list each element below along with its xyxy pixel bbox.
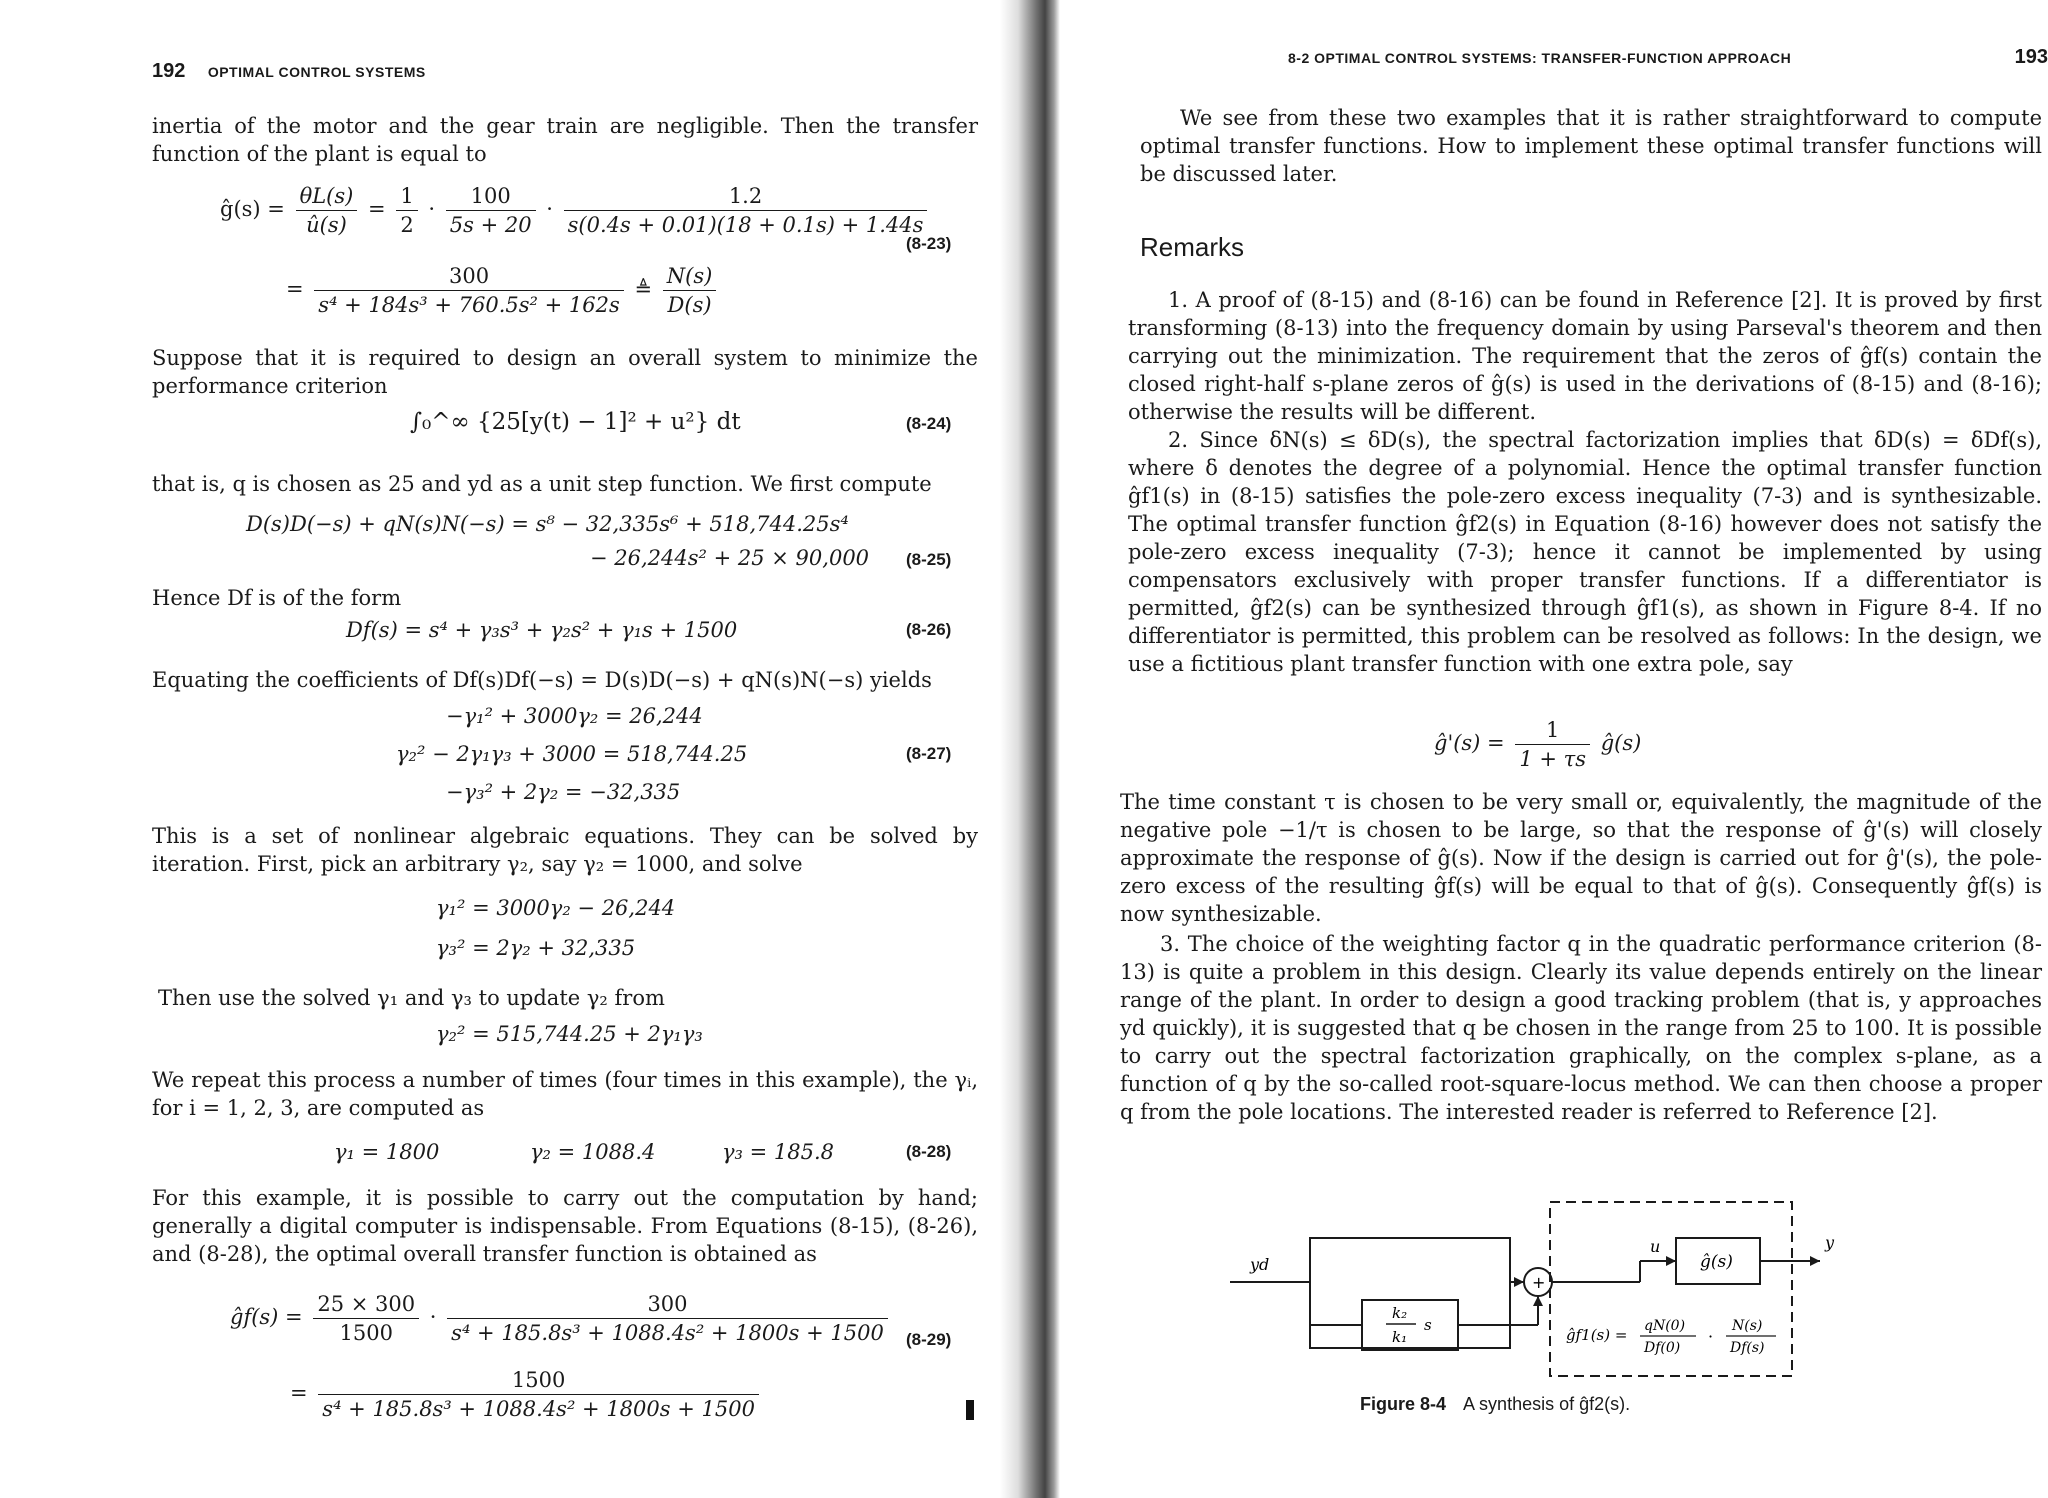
formula-dot: · bbox=[1708, 1327, 1714, 1346]
eq828-gamma3: γ₃ = 185.8 bbox=[722, 1140, 835, 1164]
plant-block-label: ĝ(s) bbox=[1700, 1252, 1733, 1272]
eq823-frac4: $\frac{1.2}{s(0.4s + 0.01)(18 + 0.1s) + 1.44s}$ bbox=[564, 182, 928, 239]
eq823-frac2: $\frac{1}{2}$ bbox=[396, 182, 417, 239]
intro-paragraph-right: We see from these two examples that it is rather straightforward to compute optimal transfer functions. How to implement these optimal transfer functions will be discussed later. bbox=[1140, 106, 2042, 186]
eq823-frac5: $\frac{300}{\text{s⁴ + 184s³ + 760.5s² + 162s}}$ bbox=[314, 262, 624, 319]
equation-8-24: ∫₀^∞ {25[y(t) − 1]² + u²} dt bbox=[410, 409, 741, 435]
end-of-example-mark bbox=[966, 1400, 974, 1420]
right-page-number: 193 bbox=[2014, 46, 2048, 68]
solve-gamma3: γ₃² = 2γ₂ + 32,335 bbox=[436, 936, 636, 960]
remark-3: 3. The choice of the weighting factor q in the quadratic performance criterion (8-13) is quite a problem in this design. Clearly its value depends entirely on the linear range of the plant. In order to design a good tracking problem (that is, y approaches yd quickly), it is suggested that q be chosen in the range from 25 to 100. It is possible to carry out the spectral factorization graphically, on the complex s-plane, as a function of q by the so-called root-square-locus method. We can then choose a proper q from the pole locations. The interested reader is referred to Reference [2]. bbox=[1120, 932, 2042, 1124]
gain-numerator: k₂ bbox=[1392, 1304, 1408, 1322]
remark-2: 2. Since δN(s) ≤ δD(s), the spectral factorization implies that δD(s) = δDf(s), where δ denotes the degree of a polynomial. Hence the optimal transfer function ĝf1(s) in (8-15) satisfies the pole-zero excess inequality (7-3) and is synthesizable. The optimal transfer function ĝf2(s) in Equation (8-16) however does not satisfy the pole-zero excess inequality (7-3); hence it cannot be implemented by using compensators exclusively with proper transfer functions. If a differentiator is permitted, ĝf2(s) can be synthesized through ĝf1(s), as shown in Figure 8-4. If no differentiator is permitted, this problem can be resolved as follows: In the design, we use a fictitious plant transfer function with one extra pole, say bbox=[1128, 428, 2042, 676]
caption-label: Figure 8-4 bbox=[1360, 1394, 1447, 1414]
eq-number-8-29: (8-29) bbox=[906, 1330, 952, 1349]
hence-paragraph: Hence Df is of the form bbox=[152, 586, 402, 610]
eq823-lhs: ĝ(s) = bbox=[220, 197, 285, 221]
arrow-output bbox=[1810, 1256, 1820, 1266]
eq-number-8-26: (8-26) bbox=[906, 620, 952, 639]
left-running-head bbox=[152, 60, 426, 83]
equation-8-27-line3: −γ₃² + 2γ₂ = −32,335 bbox=[446, 780, 681, 804]
arrow-up-into-sum bbox=[1533, 1296, 1543, 1306]
label-y: y bbox=[1825, 1233, 1835, 1252]
equation-8-29-line1: ĝf(s) = $\frac{25 \times 300}{1500}$ · $\frac{300}{\text{s⁴ + 185.8s³ + 1088.4s² + 1800s + 1500}}$ bbox=[230, 1290, 892, 1347]
figure-caption bbox=[1360, 1394, 1630, 1415]
eq829-lhs: ĝf(s) = bbox=[230, 1305, 303, 1329]
eq-number-8-24: (8-24) bbox=[906, 414, 952, 433]
eq829-frac2: $\frac{300}{\text{s⁴ + 185.8s³ + 1088.4s² + 1800s + 1500}}$ bbox=[447, 1290, 888, 1347]
label-yd: yd bbox=[1250, 1255, 1270, 1274]
eq829-frac3: $\frac{1500}{\text{s⁴ + 185.8s³ + 1088.4s² + 1800s + 1500}}$ bbox=[318, 1366, 759, 1423]
gain-block bbox=[1362, 1300, 1458, 1350]
equation-fictitious-plant: ĝ'(s) = $\frac{1}{1 + \tau s}$ ĝ(s) bbox=[1434, 718, 1642, 771]
left-page bbox=[0, 0, 1020, 1498]
remarks-title: Remarks bbox=[1140, 232, 1245, 262]
formula-num1: qN(0) bbox=[1644, 1318, 1686, 1334]
eq828-gamma2: γ₂ = 1088.4 bbox=[530, 1140, 656, 1164]
remark-1: 1. A proof of (8-15) and (8-16) can be found in Reference [2]. It is proved by first transforming (8-13) into the frequency domain by using Parseval's theorem and then carrying out the minimization. The requirement that the zeros of ĝf(s) contain the closed right-half s-plane zeros of ĝ(s) is used in the derivations of (8-15) and (8-16); otherwise the results will be different. bbox=[1128, 288, 2042, 424]
equation-8-26: Df(s) = s⁴ + γ₃s³ + γ₂s² + γ₁s + 1500 bbox=[346, 618, 738, 642]
gain-s: s bbox=[1424, 1316, 1432, 1334]
equation-8-23-line1: ĝ(s) = $\frac{\theta L(s)}{û(s)}$ = $\frac{1}{2}$ · $\frac{100}{5s + 20}$ · $\frac{1.2}{s(0.4s + 0.01)(18 + 0.1s) + 1.44s}$ bbox=[220, 182, 931, 239]
repeat-paragraph: We repeat this process a number of times (four times in this example), the γᵢ, for i = 1, 2, 3, are computed as bbox=[152, 1068, 978, 1120]
equation-8-23-line2: = $\frac{300}{\text{s⁴ + 184s³ + 760.5s² + 162s}}$ ≜ $\frac{N(s)}{D(s)}$ bbox=[286, 262, 720, 319]
eq-number-8-23: (8-23) bbox=[906, 234, 952, 253]
gain-denominator: k₁ bbox=[1392, 1328, 1408, 1346]
equating-paragraph: Equating the coefficients of Df(s)Df(−s) = D(s)D(−s) + qN(s)N(−s) yields bbox=[152, 668, 932, 692]
equation-8-27-line2: γ₂² − 2γ₁γ₃ + 3000 = 518,744.25 bbox=[396, 742, 748, 766]
intro-paragraph: inertia of the motor and the gear train are negligible. Then the transfer function of the plant is equal to bbox=[152, 114, 978, 166]
formula-den2: Df(s) bbox=[1730, 1340, 1765, 1356]
figure-8-4-block-diagram bbox=[1220, 1190, 1870, 1390]
eq828-gamma1: γ₁ = 1800 bbox=[334, 1140, 440, 1164]
caption-text: A synthesis of ĝf2(s). bbox=[1463, 1394, 1631, 1414]
equation-8-27-line1: −γ₁² + 3000γ₂ = 26,244 bbox=[446, 704, 703, 728]
eq829-frac1: $\frac{25 \times 300}{1500}$ bbox=[313, 1290, 419, 1347]
label-u: u bbox=[1650, 1237, 1661, 1256]
formula-den1: Df(0) bbox=[1644, 1340, 1681, 1356]
update-gamma2: γ₂² = 515,744.25 + 2γ₁γ₃ bbox=[436, 1022, 703, 1046]
nonlinear-paragraph: This is a set of nonlinear algebraic equations. They can be solved by iteration. First, pick an arbitrary γ₂, say γ₂ = 1000, and solve bbox=[152, 824, 978, 876]
arrow-into-sum bbox=[1514, 1277, 1524, 1287]
for-this-paragraph: For this example, it is possible to carry out the computation by hand; generally a digital computer is indispensable. From Equations (8-15), (8-26), and (8-28), the optimal overall transfer function is obtained as bbox=[152, 1186, 978, 1266]
left-page-number: 192 bbox=[152, 60, 186, 82]
left-running-title: OPTIMAL CONTROL SYSTEMS bbox=[207, 64, 426, 80]
formula-lhs: ĝf1(s) = bbox=[1566, 1326, 1628, 1344]
eq-number-8-25: (8-25) bbox=[906, 550, 952, 569]
suppose-paragraph: Suppose that it is required to design an overall system to minimize the performance criterion bbox=[152, 346, 978, 398]
equation-8-29-line2: = $\frac{1500}{\text{s⁴ + 185.8s³ + 1088.4s² + 1800s + 1500}}$ bbox=[290, 1366, 763, 1423]
eq-number-8-27: (8-27) bbox=[906, 744, 952, 763]
eq-number-8-28: (8-28) bbox=[906, 1142, 952, 1161]
then-use-paragraph: Then use the solved γ₁ and γ₃ to update γ₂ from bbox=[158, 986, 665, 1010]
feedforward-loop-frame bbox=[1310, 1238, 1510, 1348]
arrow-into-plant bbox=[1666, 1256, 1676, 1266]
right-running-head bbox=[1288, 46, 2048, 68]
right-running-title: 8-2 OPTIMAL CONTROL SYSTEMS: TRANSFER-FUNCTION APPROACH bbox=[1288, 50, 1792, 66]
eq823-frac3: $\frac{100}{5s + 20}$ bbox=[446, 182, 536, 239]
formula-num2: N(s) bbox=[1732, 1318, 1763, 1334]
tau-paragraph: The time constant τ is chosen to be very small or, equivalently, the magnitude of the negative pole −1/τ is chosen to be large, so that the response of ĝ'(s) will closely approximate the response of ĝ(s). Now if the design is carried out for ĝ'(s), the pole-zero excess of the resulting ĝf(s) will be equal to that of ĝ(s). Consequently ĝf(s) is now synthesizable. bbox=[1120, 790, 2042, 926]
that-is-paragraph: that is, q is chosen as 25 and yd as a unit step function. We first compute bbox=[152, 472, 932, 496]
sum-symbol: + bbox=[1532, 1273, 1546, 1292]
eq823-frac6: $\frac{N(s)}{D(s)}$ bbox=[663, 262, 717, 319]
eq823-frac1: $\frac{\theta L(s)}{û(s)}$ bbox=[296, 182, 358, 239]
solve-gamma1: γ₁² = 3000γ₂ − 26,244 bbox=[436, 896, 676, 920]
equation-8-25-line2: − 26,244s² + 25 × 90,000 bbox=[590, 546, 870, 570]
equation-8-25-line1: D(s)D(−s) + qN(s)N(−s) = s⁸ − 32,335s⁶ + 518,744.25s⁴ bbox=[246, 512, 849, 536]
right-page bbox=[1070, 0, 2048, 1498]
